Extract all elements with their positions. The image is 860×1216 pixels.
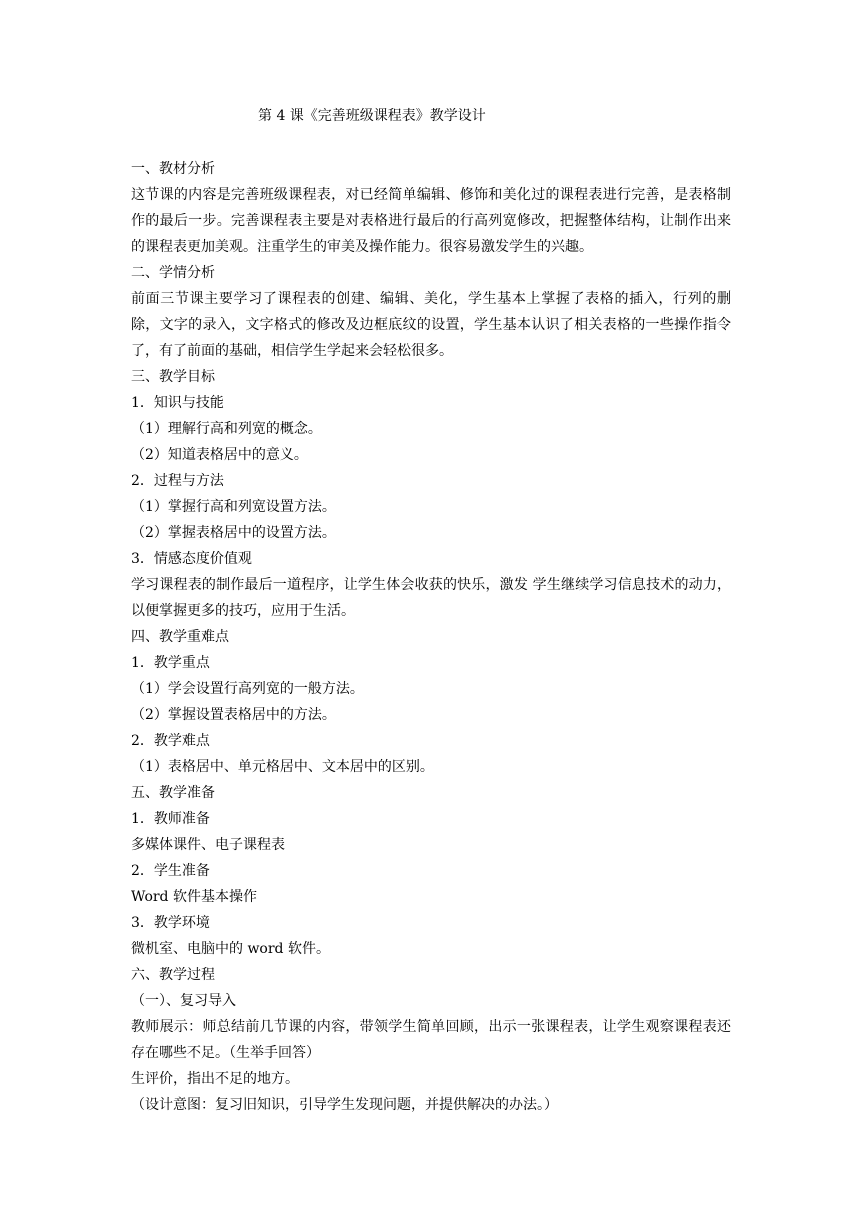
paragraph-textbook-analysis: 这节课的内容是完善班级课程表，对已经简单编辑、修饰和美化过的课程表进行完善，是表格制作的最后一步。完善课程表主要是对表格进行最后的行高列宽修改，把握整体结构，让制作出来的课程表更加美观。注重学生的审美及操作能力。很容易激发学生的兴趣。 (131, 187, 731, 255)
section-heading-key-points: 四、教学重难点 (131, 629, 229, 645)
document-body (131, 156, 731, 1118)
paragraph-emotion-values: 学习课程表的制作最后一道程序，让学生体会收获的快乐，激发 学生继续学习信息技术的动力，以便掌握更多的技巧，应用于生活。 (131, 577, 731, 619)
section-heading-teaching-process: 六、教学过程 (131, 967, 215, 983)
subheading-teacher-prep: 1．教师准备 (131, 811, 210, 827)
document-title: 第 4 课《完善班级课程表》教学设计 (258, 108, 486, 124)
section-heading-textbook-analysis: 一、教材分析 (131, 161, 215, 177)
list-item: （1）学会设置行高列宽的一般方法。 (131, 681, 364, 697)
subheading-student-prep: 2．学生准备 (131, 863, 210, 879)
text-student-prep: Word 软件基本操作 (131, 889, 257, 905)
section-heading-student-analysis: 二、学情分析 (131, 265, 215, 281)
list-item: （1）理解行高和列宽的概念。 (131, 421, 322, 437)
list-item: （1）表格居中、单元格居中、文本居中的区别。 (131, 759, 434, 775)
subheading-review-intro: （一）、复习导入 (131, 993, 236, 1009)
section-heading-preparation: 五、教学准备 (131, 785, 215, 801)
list-item: （1）掌握行高和列宽设置方法。 (131, 499, 336, 515)
subheading-teaching-focus: 1．教学重点 (131, 655, 210, 671)
paragraph-student-analysis: 前面三节课主要学习了课程表的创建、编辑、美化，学生基本上掌握了表格的插入，行列的删除，文字的录入，文字格式的修改及边框底纹的设置，学生基本认识了相关表格的一些操作指令了，有了前面的基础，相信学生学起来会轻松很多。 (131, 291, 731, 359)
paragraph-teacher-demo: 教师展示：师总结前几节课的内容，带领学生简单回顾，出示一张课程表，让学生观察课程表还存在哪些不足。（生举手回答） (131, 1019, 731, 1061)
text-environment: 微机室、电脑中的 word 软件。 (131, 941, 330, 957)
text-student-evaluation: 生评价，指出不足的地方。 (131, 1071, 299, 1087)
text-teacher-prep: 多媒体课件、电子课程表 (131, 837, 285, 853)
subheading-teaching-difficulty: 2．教学难点 (131, 733, 210, 749)
subheading-emotion-values: 3．情感态度价值观 (131, 551, 252, 567)
section-heading-teaching-goals: 三、教学目标 (131, 369, 215, 385)
subheading-environment: 3．教学环境 (131, 915, 210, 931)
subheading-process-methods: 2．过程与方法 (131, 473, 224, 489)
list-item: （2）掌握表格居中的设置方法。 (131, 525, 336, 541)
list-item: （2）知道表格居中的意义。 (131, 447, 308, 463)
list-item: （2）掌握设置表格居中的方法。 (131, 707, 336, 723)
text-design-intent: （设计意图：复习旧知识，引导学生发现问题，并提供解决的办法。） (131, 1097, 558, 1113)
subheading-knowledge-skills: 1．知识与技能 (131, 395, 224, 411)
